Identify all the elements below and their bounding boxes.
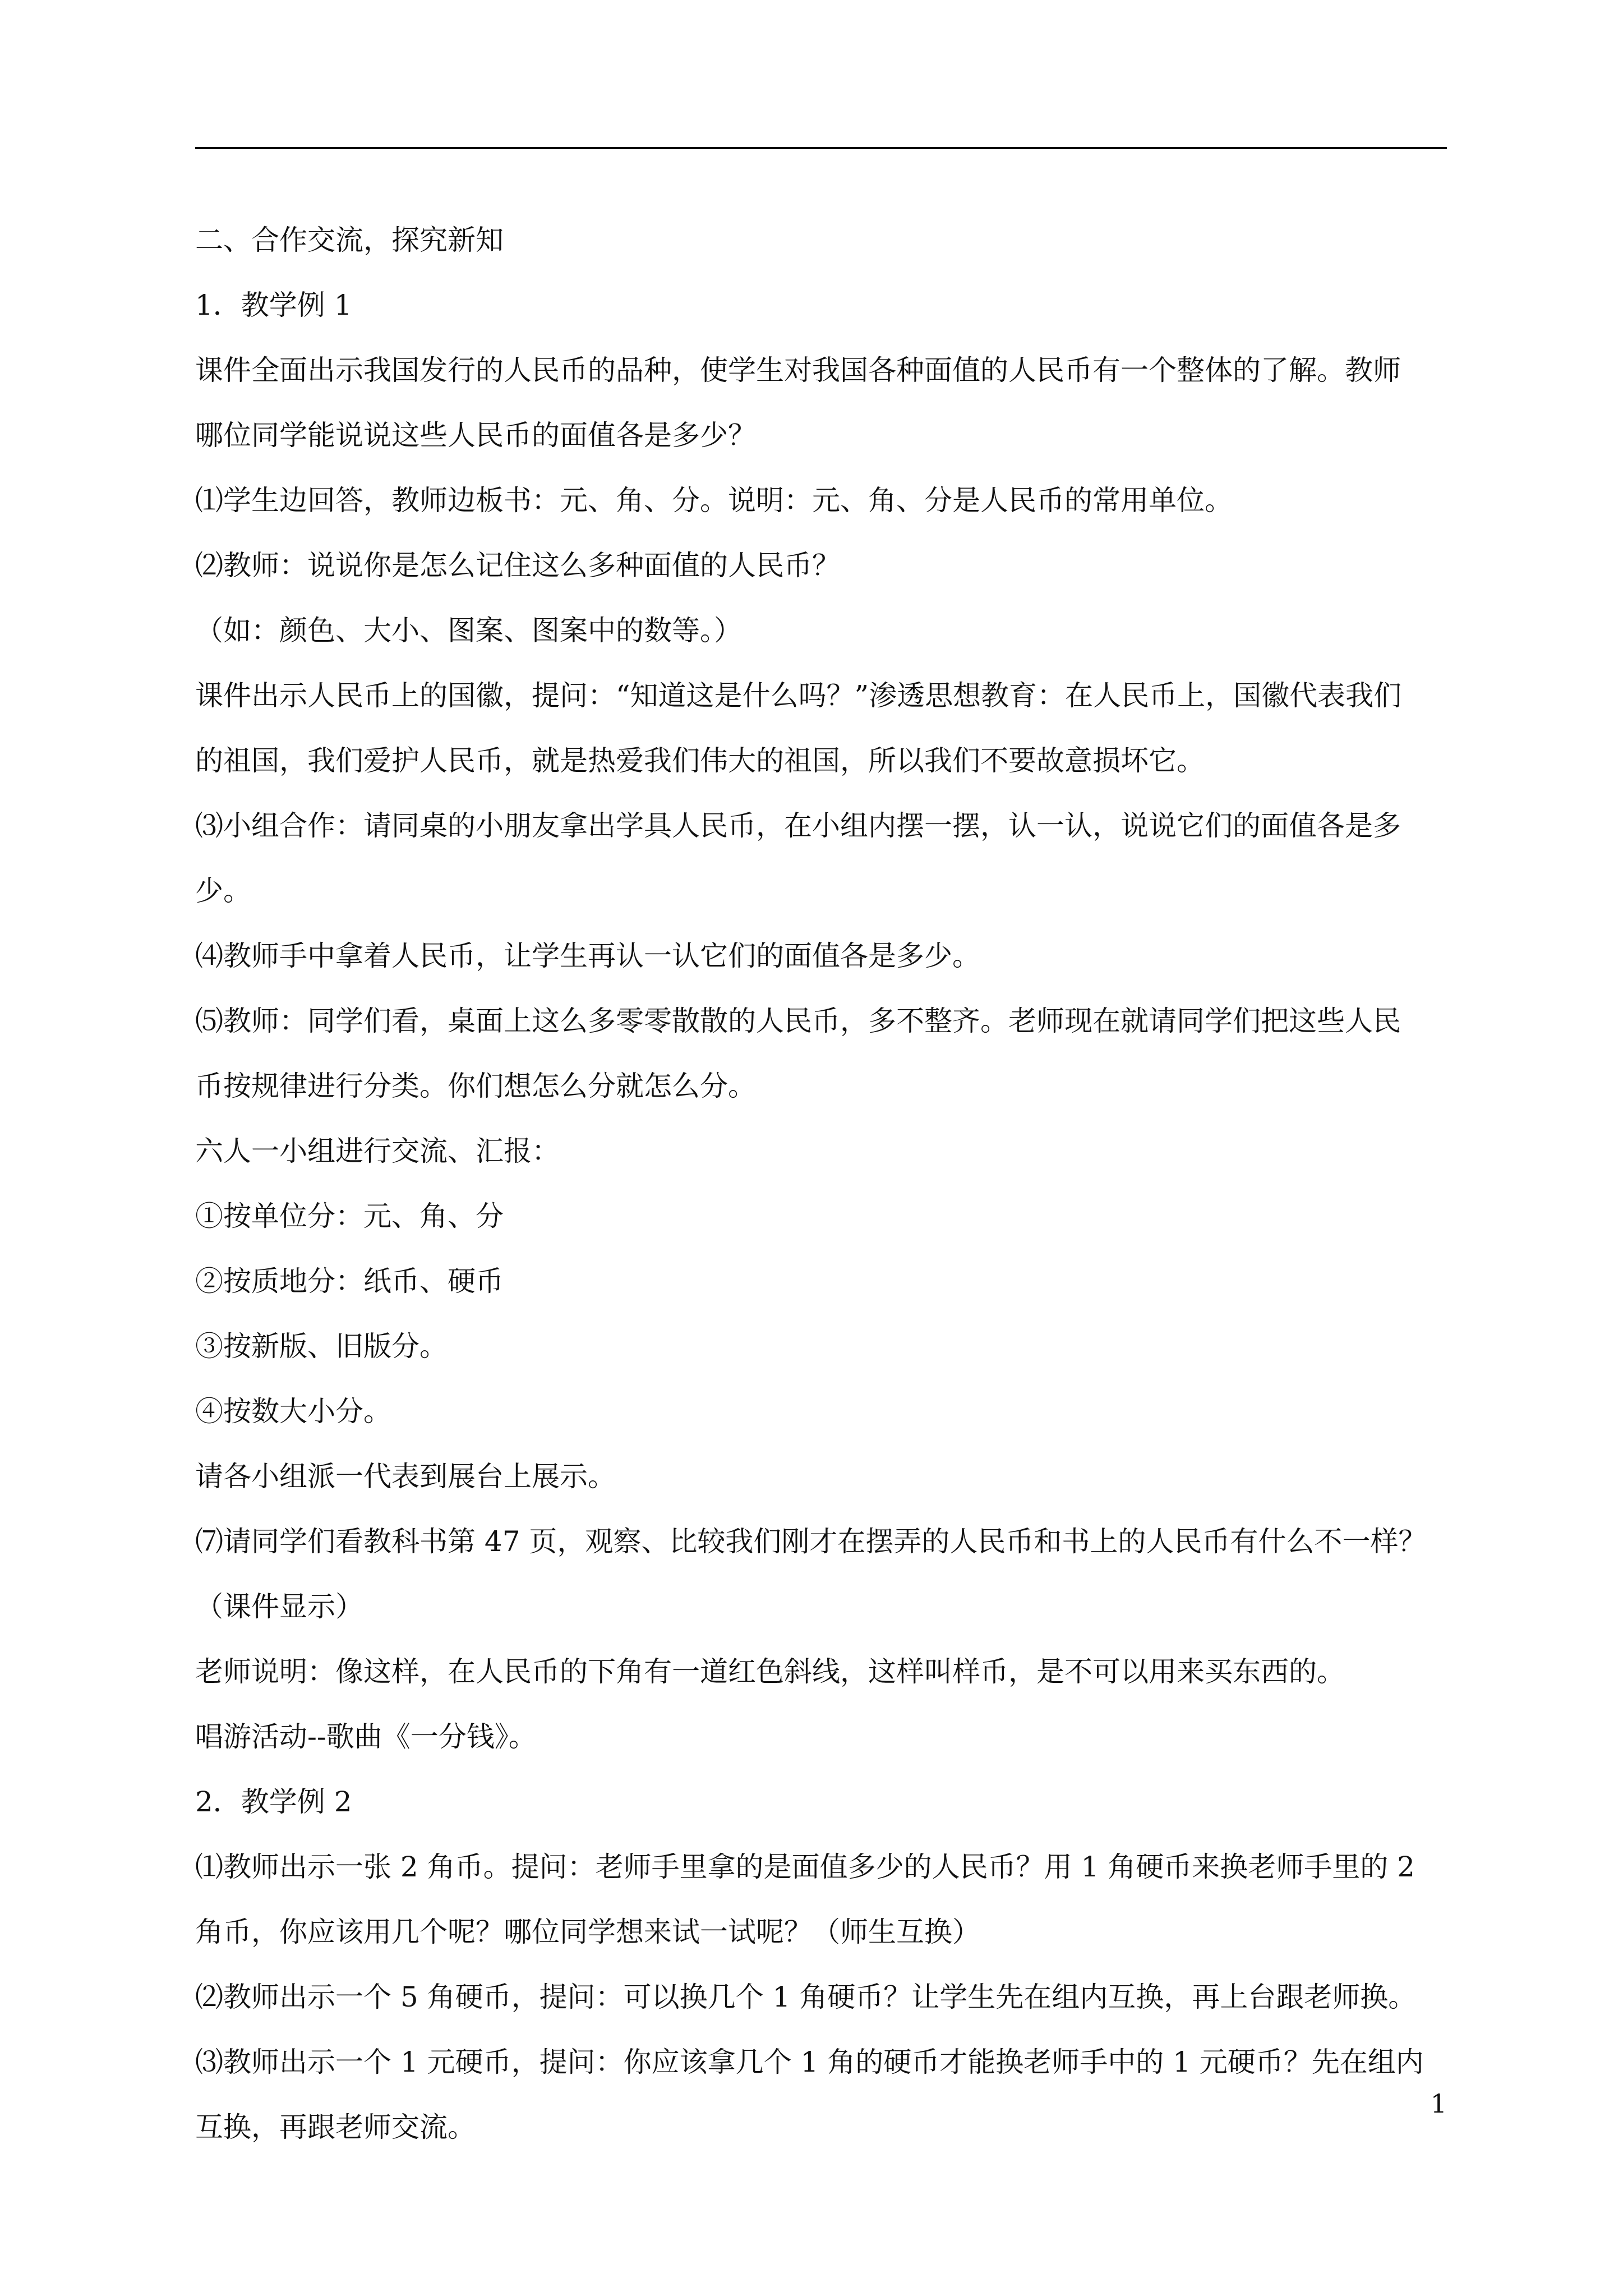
- body-paragraph: ⑴学生边回答，教师边板书：元、角、分。说明：元、角、分是人民币的常用单位。: [195, 484, 1233, 517]
- body-paragraph: ⑵教师：说说你是怎么记住这么多种面值的人民币？: [195, 549, 840, 582]
- body-paragraph: （如：颜色、大小、图案、图案中的数等。）: [195, 614, 742, 647]
- body-paragraph: 请各小组派一代表到展台上展示。: [195, 1460, 616, 1493]
- subsection-heading-example-2: 2．教学例 2: [195, 1786, 352, 1818]
- body-paragraph: ⑶教师出示一个 1 元硬币，提问：你应该拿几个 1 角的硬币才能换老师手中的 1 元硬币？先在组内: [195, 2046, 1424, 2078]
- body-paragraph: （课件显示）: [195, 1590, 363, 1623]
- body-paragraph: ⑺请同学们看教科书第 47 页，观察、比较我们刚才在摆弄的人民币和书上的人民币有什么不一样？: [195, 1525, 1427, 1558]
- body-paragraph: 币按规律进行分类。你们想怎么分就怎么分。: [195, 1070, 756, 1102]
- body-paragraph: 唱游活动--歌曲《一分钱》。: [195, 1720, 537, 1753]
- body-paragraph: 角币，你应该用几个呢？哪位同学想来试一试呢？（师生互换）: [195, 1916, 980, 1948]
- header-rule: [195, 147, 1447, 149]
- body-paragraph: ⑴教师出示一张 2 角币。提问：老师手里拿的是面值多少的人民币？用 1 角硬币来换老师手里的 2: [195, 1851, 1415, 1883]
- body-paragraph: 哪位同学能说说这些人民币的面值各是多少？: [195, 419, 756, 452]
- list-item: ①按单位分：元、角、分: [195, 1200, 504, 1232]
- list-item: ②按质地分：纸币、硬币: [195, 1265, 504, 1297]
- body-paragraph: 课件全面出示我国发行的人民币的品种，使学生对我国各种面值的人民币有一个整体的了解。教师: [195, 354, 1401, 386]
- body-paragraph: ⑸教师：同学们看，桌面上这么多零零散散的人民币，多不整齐。老师现在就请同学们把这些人民: [195, 1005, 1401, 1037]
- document-body: [195, 208, 1446, 2160]
- body-paragraph: ⑷教师手中拿着人民币，让学生再认一认它们的面值各是多少。: [195, 940, 980, 972]
- page-number: 1: [1430, 2088, 1447, 2119]
- subsection-heading-example-1: 1．教学例 1: [195, 289, 352, 321]
- list-item: ④按数大小分。: [195, 1395, 391, 1428]
- body-paragraph: 六人一小组进行交流、汇报：: [195, 1135, 560, 1167]
- body-paragraph: ⑶小组合作：请同桌的小朋友拿出学具人民币，在小组内摆一摆，认一认，说说它们的面值各是多: [195, 809, 1401, 842]
- body-paragraph: ⑵教师出示一个 5 角硬币，提问：可以换几个 1 角硬币？让学生先在组内互换，再上台跟老师换。: [195, 1981, 1417, 2013]
- body-paragraph: 的祖国，我们爱护人民币，就是热爱我们伟大的祖国，所以我们不要故意损坏它。: [195, 744, 1205, 777]
- body-paragraph: 少。: [195, 875, 251, 907]
- section-heading: 二、合作交流，探究新知: [195, 224, 504, 256]
- body-paragraph: 互换，再跟老师交流。: [195, 2111, 476, 2143]
- list-item: ③按新版、旧版分。: [195, 1330, 448, 1363]
- body-paragraph: 课件出示人民币上的国徽，提问：“知道这是什么吗？”渗透思想教育：在人民币上，国徽代表我们: [195, 679, 1402, 712]
- body-paragraph: 老师说明：像这样，在人民币的下角有一道红色斜线，这样叫样币，是不可以用来买东西的。: [195, 1655, 1345, 1688]
